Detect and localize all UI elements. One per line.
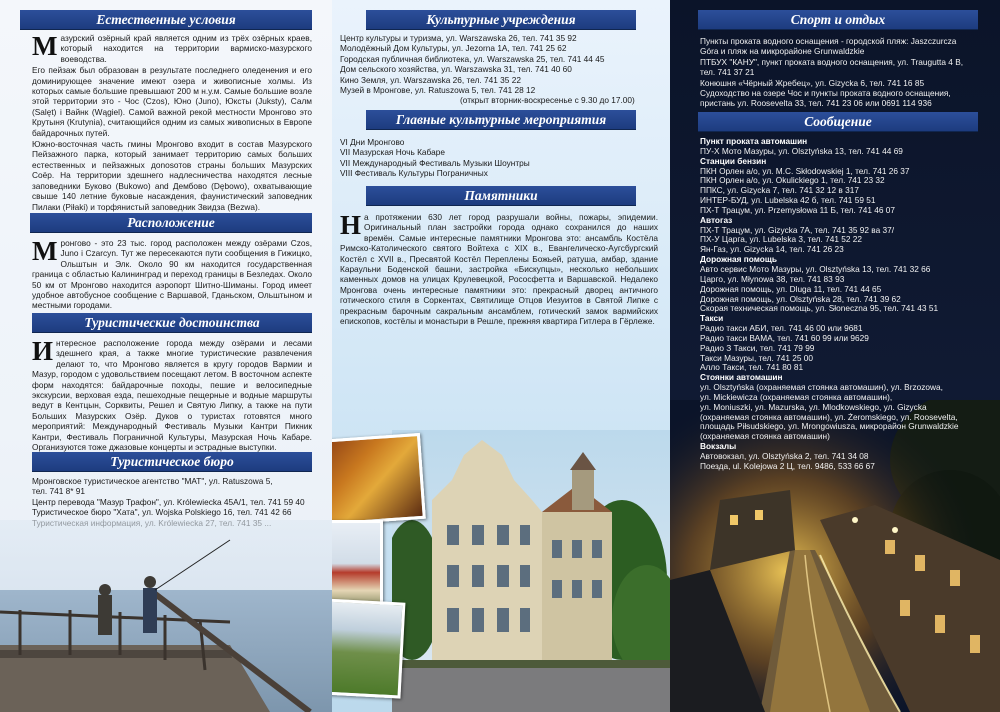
sport-line: Góra и пляж на микрорайоне Grunwaldzkie bbox=[700, 46, 865, 57]
culture-line: Городская публичная библиотека, ул. Warszawska 25, тел. 741 44 45 bbox=[340, 53, 605, 64]
transport-line: Скорая техническая помощь, ул. Słoneczna 95, тел. 741 43 51 bbox=[700, 303, 939, 314]
transport-line: Поезда, ul. Kolejowa 2 Ц, тел. 9486, 533 66 67 bbox=[700, 460, 875, 471]
fishing-pier-photo bbox=[0, 520, 332, 712]
transport-line: Автовокзал, ул. Olsztyńska 2, тел. 741 34 08 bbox=[700, 451, 869, 461]
events-list bbox=[340, 137, 660, 179]
monuments-heading: Памятники bbox=[366, 186, 636, 205]
culture-list bbox=[340, 33, 665, 106]
transport-subheading: Такси bbox=[700, 313, 724, 324]
transport-line: ПХ-Т Трацум, ул. Gizycka 7А, тел. 741 35 92 ва 37/ bbox=[700, 224, 895, 235]
culture-line: Центр культуры и туризма, ул. Warszawska 26, тел. 741 35 92 bbox=[340, 33, 577, 43]
location-text bbox=[32, 238, 312, 311]
location-heading: Расположение bbox=[30, 213, 312, 232]
transport-line: площадь Piłsudskiego, ул. Mrongowiusza, микрорайон Grunwaldzkie bbox=[700, 421, 959, 432]
events-line: VII Международный Фестиваль Музыки Шоунтры bbox=[340, 157, 530, 168]
nature-para-2: Его пейзаж был образован в результате последнего оледенения и его доминирующее значение имеют озера и живописные холмы. Из которых самые большие превышают 200 м н.у.м. Самые большие возле этой территории это - Чос (Czos), Юно (Juno), Юксты (Juksty), Салм (Salęt) i Вайнк (Wągiel). Самой важной рекой местности Мронгово это Крутыня (Krutynia), считающийся одним из самых живописных в Европе байдарочных путей. bbox=[32, 65, 312, 138]
transport-line: Царго, ул. Młynowa 38, тел. 741 83 93 bbox=[700, 273, 845, 284]
nature-para-1: азурский озёрный край является одним из трёх озёрных краев, который находится на территории вармиско-мазурского воеводства. bbox=[60, 33, 312, 64]
middle-panel bbox=[332, 0, 670, 712]
transport-line: ул. Moniuszki, ул. Mazurska, ул. Mlodkowskiego, ул. Gizycka bbox=[700, 401, 927, 412]
culture-line: Музей в Мронгове, ул. Ratuszowa 5, тел. 741 28 12 bbox=[340, 85, 536, 96]
transport-line: Радио такси ВАМА, тел. 741 60 99 или 9629 bbox=[700, 332, 869, 343]
culture-heading: Культурные учреждения bbox=[366, 10, 636, 29]
events-line: VIII Фестиваль Культуры Пограничных bbox=[340, 168, 488, 179]
culture-line: Кино Земля, ул. Warszawska 26, тел. 741 35 22 bbox=[340, 74, 521, 85]
nature-para-3: Южно-восточная часть гмины Мронгово входит в состав Мазурского Пейзажного парка, который занимает территорию самых больших естественных и пейзажных доnosoтов страны больших Мазурских Соёр. На территории здешнего надлесничества находятся лесные заповедники Буково (Bukowo) and Дембово (Dębowo), охватывающие свыше 140 летние буковые насаждения, фаунистический заповедник Пилаки (Piłaki) и торфянистый заповедник Звидза (Bezwa). bbox=[32, 139, 312, 212]
transport-line: Радио такси АБИ, тел. 741 46 00 или 9681 bbox=[700, 323, 863, 334]
transport-subheading: Автогаз bbox=[700, 214, 733, 225]
bureau-line: Мронговское туристическое агентство "МАТ", ул. Ratuszowa 5, bbox=[32, 476, 273, 486]
interior-photo bbox=[332, 433, 426, 527]
sport-line: пристань ул. Roosevelta 33, тел. 741 23 06 или 0691 114 936 bbox=[700, 98, 932, 109]
town-hall-photo bbox=[392, 430, 670, 712]
nature-drop-cap: М bbox=[32, 31, 58, 61]
right-panel bbox=[670, 0, 1000, 712]
events-line: VII Мазурская Ночь Кабаре bbox=[340, 147, 445, 158]
transport-subheading: Стоянки автомашин bbox=[700, 372, 783, 383]
transport-line: Такси Мазуры, тел. 741 25 00 bbox=[700, 352, 814, 363]
castle-park-photo bbox=[332, 597, 405, 698]
sport-line: Судоходство на озере Чос и пункты проката водного оснащения, bbox=[700, 88, 951, 99]
bureau-line: Туристическое бюро "Хата", ул. Wojska Polskiego 16, тел. 741 42 66 bbox=[32, 507, 292, 518]
transport-line: Ян-Газ, ул. Gizycka 14, тел. 741 26 23 bbox=[700, 244, 844, 255]
transport-line: (охраняемая стоянка автомашин) bbox=[700, 431, 830, 442]
transport-line: (охраняемая стоянка автомашин), ул. Żeromskiego, ул. Roosevelta, bbox=[700, 411, 958, 422]
transport-list bbox=[700, 137, 995, 472]
transport-subheading: Дорожная помощь bbox=[700, 254, 777, 265]
events-line: VI Дни Мронгово bbox=[340, 137, 405, 147]
sport-line: ПТБУХ "КАНУ", пункт проката водного оснащения, ул. Traugutta 4 В, bbox=[700, 56, 964, 67]
transport-line: ПКН Орлен а/о, ул. M.C. Skłodowskiej 1, тел. 741 26 37 bbox=[700, 165, 910, 176]
location-drop-cap: М bbox=[32, 236, 58, 266]
transport-line: ПУ-Х Мото Мазуры, ул. Olsztyńska 13, тел. 741 44 69 bbox=[700, 145, 903, 156]
events-heading: Главные культурные мероприятия bbox=[366, 110, 636, 129]
transport-line: ПХ-У Царга, ул. Lubelska 3, тел. 741 52 22 bbox=[700, 234, 863, 245]
transport-line: ПКН Орлен а/о, ул. Okulickiego 1, тел. 741 23 32 bbox=[700, 175, 885, 186]
monuments-drop-cap: Н bbox=[340, 210, 362, 240]
transport-line: ППКС, ул. Gizycka 7, тел. 741 32 12 в 317 bbox=[700, 185, 859, 196]
tourist-text bbox=[32, 338, 312, 452]
culture-line: Молодёжный Дом Культуры, ул. Jezorna 1А, тел. 741 25 62 bbox=[340, 43, 567, 54]
sport-line: Пункты проката водного оснащения - городской пляж: Jaszczurcza bbox=[700, 36, 957, 46]
transport-subheading: Пункт проката автомашин bbox=[700, 136, 808, 146]
bureau-heading: Туристическое бюро bbox=[32, 452, 312, 471]
transport-line: Дорожная помощь, ул. Dluga 11, тел. 741 44 65 bbox=[700, 283, 882, 294]
left-panel bbox=[0, 0, 332, 712]
transport-line: ул. Mickiewicza (охраняемая стоянка автомашин), bbox=[700, 391, 893, 402]
sport-list bbox=[700, 36, 990, 109]
monuments-text bbox=[340, 212, 658, 326]
transport-line: Дорожная помощь, ул. Olsztyńska 28, тел. 741 39 62 bbox=[700, 293, 901, 304]
transport-line: Радио З Такси, тел. 741 79 99 bbox=[700, 342, 815, 353]
bureau-line: тел. 741 8* 91 bbox=[32, 486, 86, 497]
transport-line: ПХ-Т Трацум, ул. Przemysłowa 11 Б, тел. 741 46 07 bbox=[700, 204, 896, 215]
nature-heading: Естественные условия bbox=[20, 10, 312, 29]
monuments-paragraph: а протяжении 630 лет город разрушали войны, пожары, эпидемии. Оригинальный план застройки города однако сохранился до наших времён. Самые интересные памятники Мронгова это: ансамбль Костёла Римско-Католического святого Войтеха с XIX в., Евангелическо-Аугсбургский Костёл с XVII в., Пресвятой Костёл Переплены Божьей, ратуша, амбар, здание Караульни Боденской башни, застройка «Бискупцы», несколько небольших каменных домов на улицах Крулевецкой, Рососфетта и Варшавской. Недалеко Мронгова очень интересные памятники это: прекрасный дворец античного готического стиля в Соркентах, Святилище Отцов Иезуитов в Святой Липке с прекрасным барочным сакральным ансамблем, готический замок вармийских епископов, костёлы и монастыри в Решле, прежняя квартира Гитлера в Гёрлеже. bbox=[340, 212, 658, 327]
nature-text bbox=[32, 33, 312, 213]
culture-line: Дом сельского хозяйства, ул. Warszawska 31, тел. 741 40 60 bbox=[340, 64, 572, 75]
transport-line: Авто сервис Мото Мазуры, ул. Olsztyńska 13, тел. 741 32 66 bbox=[700, 263, 931, 274]
transport-line: ул. Olsztyńska (охраняемая стоянка автомашин), ул. Brzozowa, bbox=[700, 382, 943, 393]
transport-subheading: Станции бензин bbox=[700, 155, 767, 166]
tourist-drop-cap: И bbox=[32, 336, 54, 366]
tourist-heading: Туристические достоинства bbox=[32, 313, 312, 332]
sport-line: тел. 741 37 21 bbox=[700, 67, 755, 78]
bureau-line: Центр перевода "Мазур Трафон", ул. Królewiecka 45А/1, тел. 741 59 40 bbox=[32, 496, 305, 507]
transport-line: Алло Такси, тел. 741 80 81 bbox=[700, 362, 804, 373]
location-paragraph: ронгово - это 23 тыс. город расположен между озёрами Czos, Juno i Czarcyn. Тут же пересекаются пути сообщения в Гижицко, Ольштын и Элк. Около 90 км находится государственная граница с областью Калининград и переход границы в Безледах. Около 50 км от Мронгово находится аэропорт Шитно-Шиманы. Город имеет удобное автобусное сообщение с Варшавой, Гданьском, Ольштыном и местными городами. bbox=[32, 238, 312, 311]
sport-line: Конюшня «Чёрный Жребец», ул. Gizycka 6, тел. 741 16 85 bbox=[700, 77, 925, 88]
transport-subheading: Вокзалы bbox=[700, 441, 737, 452]
tourist-paragraph: нтересное расположение города между озёрами и лесами здешнего края, а также многие туристические развлечения делают то, что Мронгово является в кругу городов Вармии и Мазур, городом с удовольствием посещают летом. В восточном аспекте форм находятся: байдарочные походы, пешие и велосипедные экскурсии, верховая езда, пешеходные пещерные и водные маршруты ведут в Кентцын, Сорквиты, Решел и Святую Липку, а также на пути Больших Мазурских Озёр. Дуков о туристах готовятся много мероприятий: Международный Фестиваль Музыки Кантри Пикник Кантри, Фестиваль Пограничной Культуры, Мазурская Ночь Кабаре. Организуются тоже джазовые концерты и эстрадные выступки. bbox=[32, 338, 312, 453]
transport-line: ИНТЕР-БУД, ул. Lubelska 42 б, тел. 741 59 51 bbox=[700, 195, 876, 206]
culture-line: (открыт вторник-воскресенье с 9.30 до 17.00) bbox=[460, 95, 635, 106]
sport-heading: Спорт и отдых bbox=[698, 10, 978, 29]
transport-heading: Сообщение bbox=[698, 112, 978, 131]
